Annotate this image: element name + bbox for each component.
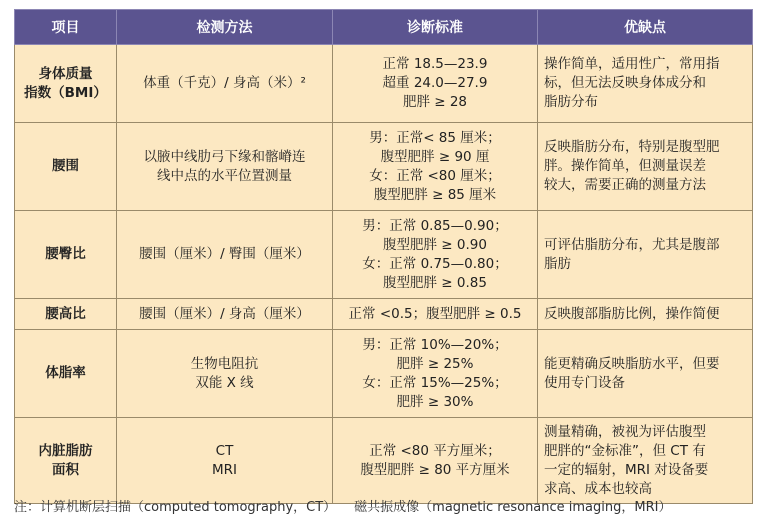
table-row — [15, 211, 753, 299]
item-name-cell — [15, 211, 117, 299]
criteria-text: 肥胖 ≥ 28 — [402, 94, 468, 110]
criteria-text: 女：正常 0.75—0.80； — [362, 255, 508, 272]
header-method: 检测方法 — [117, 10, 333, 45]
pros-cons-cell — [538, 299, 753, 330]
criteria-cell — [333, 211, 538, 299]
method-cell — [117, 418, 333, 504]
table-row — [15, 299, 753, 330]
table-row — [15, 330, 753, 418]
criteria-text: 肥胖 ≥ 25% — [396, 355, 474, 372]
pros-cons-text: 脂肪 — [544, 255, 571, 272]
table-row — [15, 45, 753, 123]
pros-cons-text: 较大，需要正确的测量方法 — [544, 177, 706, 193]
pros-cons-cell — [538, 418, 753, 504]
criteria-cell — [333, 330, 538, 418]
criteria-text: 女：正常 15%—25%； — [362, 374, 508, 391]
method-text: 体重（千克）/ 身高（米）² — [143, 75, 306, 91]
criteria-text: 男：正常< 85 厘米； — [369, 129, 501, 146]
criteria-text: 正常 <80 平方厘米； — [369, 442, 501, 459]
criteria-text: 腹型肥胖 ≥ 0.85 — [383, 274, 487, 291]
header-criteria: 诊断标准 — [333, 10, 538, 45]
criteria-text: 腹型肥胖 ≥ 80 平方厘米 — [360, 461, 510, 478]
pros-cons-text: 测量精确，被视为评估腹型 — [544, 423, 706, 440]
pros-cons-text: 肥胖的“金标准”，但 CT 有 — [544, 442, 706, 459]
criteria-text: 肥胖 ≥ 30% — [396, 393, 474, 410]
pros-cons-cell — [538, 45, 753, 123]
method-text: CT — [215, 442, 234, 459]
method-cell — [117, 211, 333, 299]
item-name-cell — [15, 123, 117, 211]
method-cell — [117, 299, 333, 330]
method-text: 腰围（厘米）/ 身高（厘米） — [139, 305, 310, 322]
table-row — [15, 123, 753, 211]
criteria-text: 腹型肥胖 ≥ 0.90 — [383, 236, 487, 253]
item-name-cell — [15, 418, 117, 504]
pros-cons-cell — [538, 330, 753, 418]
pros-cons-text: 胖。操作简单，但测量误差 — [544, 158, 706, 174]
item-name: 指数（BMI） — [24, 84, 107, 101]
pros-cons-text: 能更精确反映脂肪水平，但要 — [544, 355, 720, 372]
footnote-ct: 注：计算机断层扫描（computed tomography，CT） — [14, 500, 337, 515]
item-name: 身体质量 — [38, 65, 93, 82]
method-text: 生物电阻抗 — [190, 355, 259, 372]
method-text: 以腋中线肋弓下缘和髂嵴连 — [143, 148, 306, 165]
pros-cons-text: 求高、成本也较高 — [544, 480, 652, 497]
item-name: 体脂率 — [45, 365, 86, 381]
pros-cons-cell — [538, 123, 753, 211]
criteria-text: 腹型肥胖 ≥ 85 厘米 — [373, 186, 497, 203]
header-item: 项目 — [15, 10, 117, 45]
pros-cons-text: 一定的辐射，MRI 对设备要 — [544, 461, 709, 478]
pros-cons-text: 使用专门设备 — [544, 374, 625, 391]
criteria-text: 腹型肥胖 ≥ 90 厘 — [380, 148, 490, 165]
criteria-cell — [333, 418, 538, 504]
method-text: 腰围（厘米）/ 臀围（厘米） — [139, 246, 310, 262]
item-name-cell — [15, 299, 117, 330]
method-text: 线中点的水平位置测量 — [157, 167, 292, 184]
item-name: 腰高比 — [45, 305, 86, 322]
table-footnote — [14, 496, 689, 515]
item-name: 面积 — [52, 461, 79, 478]
method-cell — [117, 123, 333, 211]
table-row — [15, 418, 753, 504]
pros-cons-text: 操作简单，适用性广，常用指 — [544, 56, 720, 72]
item-name: 腰臀比 — [45, 246, 86, 262]
obesity-assessment-table — [14, 9, 753, 504]
criteria-cell — [333, 299, 538, 330]
criteria-text: 超重 24.0—27.9 — [382, 75, 488, 91]
item-name-cell — [15, 45, 117, 123]
item-name-cell — [15, 330, 117, 418]
pros-cons-cell — [538, 211, 753, 299]
method-text: 双能 X 线 — [195, 374, 254, 391]
pros-cons-text: 脂肪分布 — [544, 94, 598, 110]
table-header-row — [15, 10, 753, 45]
footnote-mri: 磁共振成像（magnetic resonance imaging，MRI） — [354, 500, 672, 515]
criteria-cell — [333, 123, 538, 211]
criteria-text: 男：正常 10%—20%； — [362, 336, 508, 353]
criteria-text: 正常 18.5—23.9 — [382, 56, 488, 72]
method-text: MRI — [211, 461, 237, 478]
criteria-cell — [333, 45, 538, 123]
pros-cons-text: 反映脂肪分布，特别是腹型肥 — [544, 139, 720, 155]
pros-cons-text: 标，但无法反映身体成分和 — [544, 75, 706, 91]
criteria-text: 男：正常 0.85—0.90； — [362, 217, 508, 234]
method-cell — [117, 330, 333, 418]
method-cell — [117, 45, 333, 123]
criteria-text: 女：正常 <80 厘米； — [369, 167, 501, 184]
pros-cons-text: 反映腹部脂肪比例，操作简便 — [544, 305, 720, 322]
header-pros-cons: 优缺点 — [538, 10, 753, 45]
item-name: 内脏脂肪 — [38, 442, 93, 459]
pros-cons-text: 可评估脂肪分布，尤其是腹部 — [544, 236, 720, 253]
criteria-text: 正常 <0.5；腹型肥胖 ≥ 0.5 — [348, 305, 522, 322]
item-name: 腰围 — [52, 158, 79, 174]
